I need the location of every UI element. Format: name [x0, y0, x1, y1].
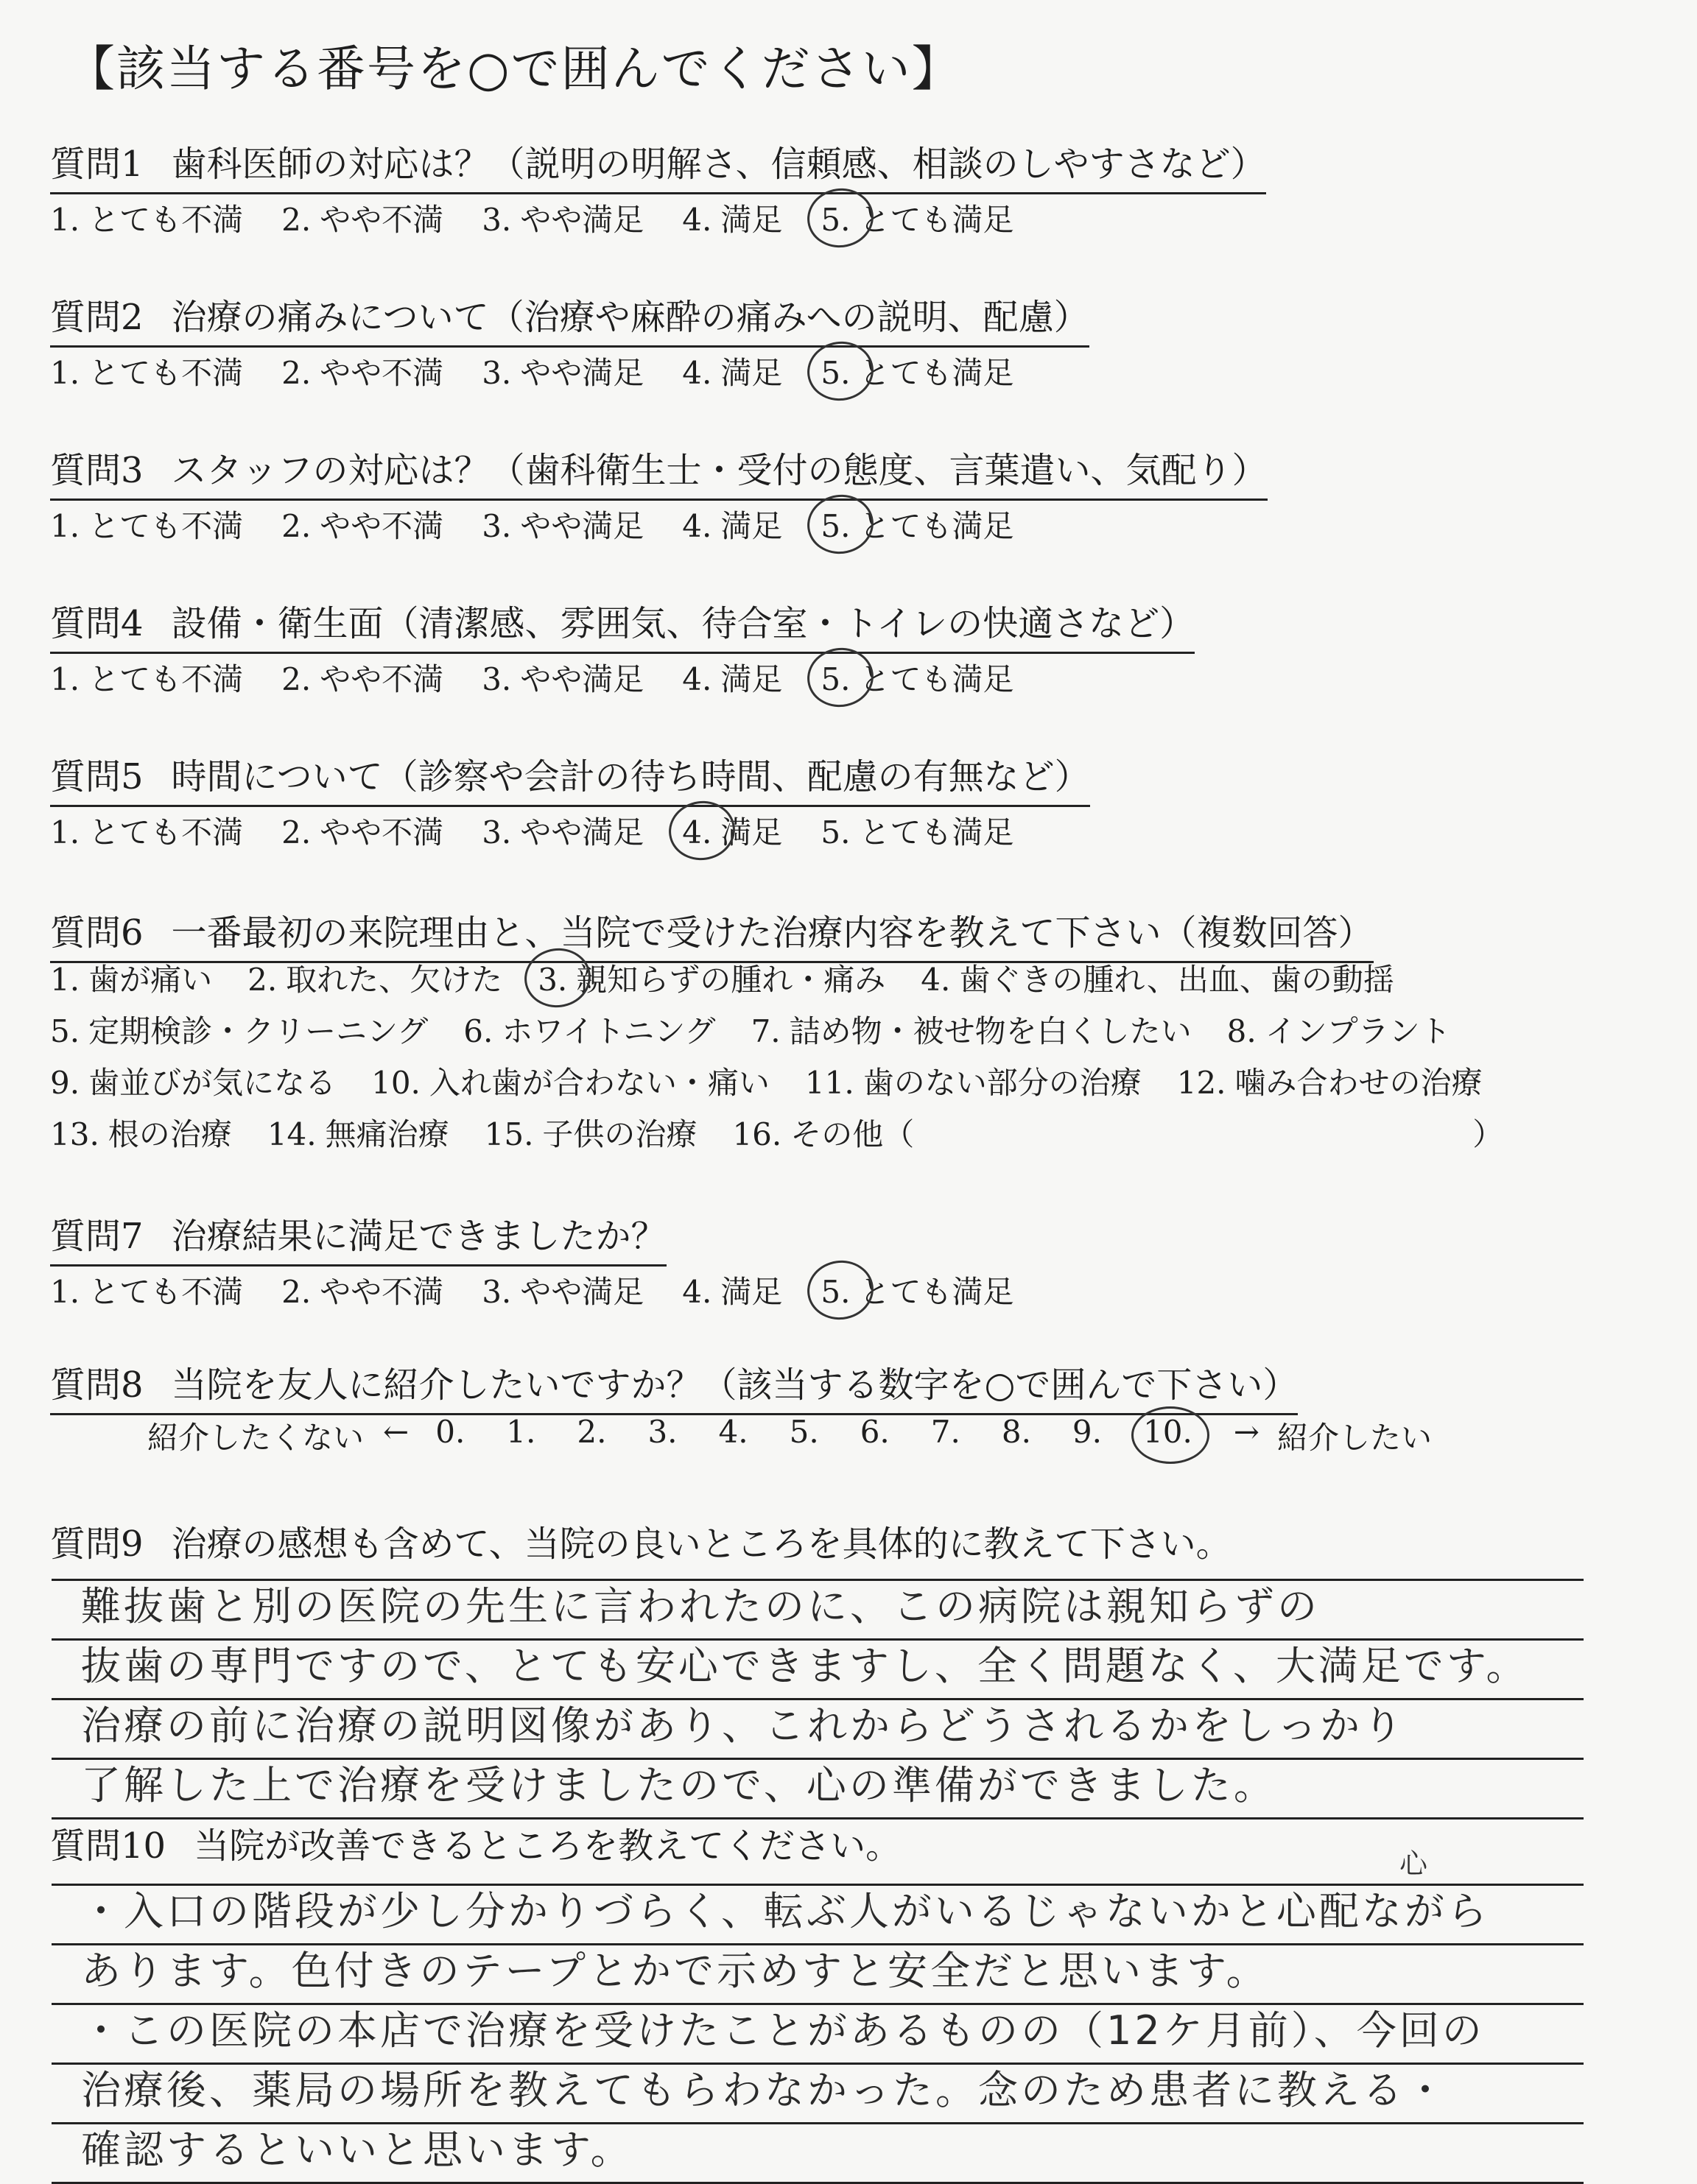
option-number: 2. — [247, 962, 278, 998]
scale-option-10[interactable]: 10. — [1143, 1414, 1192, 1458]
option-number: 4. — [682, 355, 712, 391]
question-number: 質問10 — [50, 1825, 166, 1867]
question-text: 歯科医師の対応は？（説明の明解さ、信頼感、相談のしやすさなど） — [171, 144, 1266, 185]
option-3[interactable] — [482, 1268, 644, 1312]
option-number: 3. — [482, 202, 512, 238]
answer-line: 治療の前に治療の説明図像があり、これからどうされるかをしっかり — [52, 1700, 1584, 1760]
question-3-title — [50, 442, 1268, 501]
question-text: 治療の痛みについて（治療や麻酔の痛みへの説明、配慮） — [171, 297, 1089, 338]
option-number: 3. — [482, 814, 512, 850]
option-label: とても満足 — [859, 814, 1014, 850]
option-label: やや満足 — [520, 355, 644, 391]
option-1[interactable] — [50, 1268, 243, 1312]
question-2-title — [50, 289, 1089, 348]
option-9[interactable] — [50, 1059, 336, 1110]
option-number: 4. — [682, 1274, 712, 1310]
option-number: 2. — [281, 508, 312, 544]
option-2[interactable] — [281, 349, 443, 393]
scale-option-0[interactable]: 0. — [435, 1414, 465, 1450]
option-label: 詰め物・被せ物を白くしたい — [789, 1013, 1192, 1049]
question-number: 質問7 — [50, 1216, 144, 1257]
answer-line: 抜歯の専門ですので、とても安心できますし、全く問題なく、大満足です。 — [52, 1641, 1584, 1700]
option-1[interactable] — [50, 349, 243, 393]
option-number: 6. — [463, 1013, 493, 1049]
option-11[interactable] — [805, 1059, 1142, 1110]
option-label: 満足 — [720, 508, 783, 544]
option-label: その他（ — [790, 1116, 915, 1152]
option-label: 歯のない部分の治療 — [862, 1065, 1142, 1101]
option-label: やや不満 — [320, 661, 444, 697]
option-label: とても不満 — [88, 508, 244, 544]
scale-option-4[interactable]: 4. — [718, 1414, 748, 1450]
option-3[interactable] — [482, 809, 644, 853]
question-text: 時間について（診察や会計の待ち時間、配慮の有無など） — [171, 756, 1090, 797]
question-9-answer[interactable] — [52, 1579, 1584, 1820]
question-8-title — [50, 1356, 1298, 1415]
option-label: 歯が痛い — [88, 962, 213, 998]
question-number: 質問6 — [50, 912, 144, 954]
answer-line: あります。色付きのテープとかで示めすと安全だと思います。 — [52, 1945, 1584, 2005]
option-label: とても不満 — [88, 814, 244, 850]
question-3-options — [50, 502, 1052, 546]
option-number: 5. — [821, 814, 851, 850]
option-label: 満足 — [720, 1274, 783, 1310]
option-label: やや不満 — [320, 508, 444, 544]
option-15[interactable] — [485, 1110, 698, 1162]
option-3[interactable] — [482, 196, 644, 240]
question-number: 質問9 — [50, 1523, 144, 1565]
option-label: とても不満 — [88, 202, 244, 238]
recommend-scale — [147, 1414, 1450, 1458]
option-number: 7. — [751, 1013, 781, 1049]
answer-line: ・入口の階段が少し分かりづらく、転ぶ人がいるじゃないかと心配ながら — [52, 1884, 1584, 1945]
option-3[interactable] — [482, 655, 644, 700]
question-text: スタッフの対応は？（歯科衛生士・受付の態度、言葉遣い、気配り） — [171, 450, 1268, 491]
question-text: 一番最初の来院理由と、当院で受けた治療内容を教えて下さい（複数回答） — [171, 912, 1374, 954]
option-2[interactable] — [247, 956, 502, 1007]
scale-left-label: 紹介したくない — [147, 1420, 365, 1456]
option-1[interactable] — [50, 196, 243, 240]
question-7-options — [50, 1268, 1052, 1312]
option-label: とても不満 — [88, 1274, 244, 1310]
option-number: 4. — [682, 508, 712, 544]
answer-line: 難抜歯と別の医院の先生に言われたのに、この病院は親知らずの — [52, 1579, 1584, 1641]
option-label: とても満足 — [859, 661, 1014, 697]
question-number: 質問3 — [50, 450, 144, 491]
option-label: 無痛治療 — [325, 1116, 449, 1152]
option-label: とても満足 — [859, 202, 1014, 238]
scale-option-9[interactable]: 9. — [1072, 1414, 1102, 1450]
scale-option-7[interactable]: 7. — [930, 1414, 960, 1450]
option-number: 1. — [50, 1274, 80, 1310]
option-number: 16. — [732, 1116, 782, 1152]
option-number: 3. — [482, 355, 512, 391]
option-label: 満足 — [720, 814, 783, 850]
option-number: 5. — [821, 202, 851, 238]
option-label: やや満足 — [520, 661, 644, 697]
option-label: とても満足 — [859, 1274, 1014, 1310]
option-14[interactable] — [267, 1110, 449, 1162]
option-number: 15. — [484, 1116, 534, 1152]
option-number: 9. — [50, 1065, 80, 1101]
option-number: 2. — [281, 202, 312, 238]
answer-line: 治療後、薬局の場所を教えてもらわなかった。念のため患者に教える・ — [52, 2065, 1584, 2124]
option-number: 5. — [821, 508, 851, 544]
question-number: 質問1 — [50, 144, 144, 185]
option-number: 5. — [50, 1013, 80, 1049]
option-number: 4. — [682, 661, 712, 697]
option-label: やや満足 — [520, 1274, 644, 1310]
question-text: 治療結果に満足できましたか？ — [171, 1216, 667, 1257]
question-text: 設備・衛生面（清潔感、雰囲気、待合室・トイレの快適さなど） — [171, 603, 1195, 644]
option-1[interactable] — [50, 809, 243, 853]
options-row — [50, 1110, 1518, 1162]
option-number: 8. — [1226, 1013, 1257, 1049]
options-row — [50, 956, 1518, 1007]
option-4[interactable] — [682, 349, 782, 393]
option-label: 根の治療 — [108, 1116, 232, 1152]
option-number: 5. — [821, 355, 851, 391]
option-label: ホワイトニング — [502, 1013, 716, 1049]
question-4-options — [50, 655, 1052, 700]
option-number: 1. — [50, 202, 80, 238]
option-label: やや不満 — [320, 202, 444, 238]
question-5-options — [50, 809, 1052, 853]
left-arrow-icon: ← — [383, 1414, 410, 1450]
option-7[interactable] — [751, 1007, 1192, 1059]
option-label: 子供の治療 — [542, 1116, 698, 1152]
question-10-title — [50, 1817, 901, 1874]
option-number: 3. — [482, 508, 512, 544]
option-number: 5. — [821, 1274, 851, 1310]
question-4-title — [50, 595, 1195, 654]
question-6-options — [50, 956, 1518, 1162]
question-6-title — [50, 904, 1374, 963]
answer-line: ・この医院の本店で治療を受けたことがあるものの（12ケ月前）、今回の — [52, 2005, 1584, 2065]
option-4[interactable] — [682, 196, 782, 240]
scale-option-8[interactable]: 8. — [1001, 1414, 1031, 1450]
option-13[interactable] — [50, 1110, 232, 1162]
question-7-title — [50, 1208, 667, 1267]
option-number: 4. — [921, 962, 951, 998]
option-2[interactable] — [281, 502, 443, 546]
page-header: 【該当する番号を○で囲んでください】 — [66, 40, 962, 97]
options-row — [50, 1059, 1518, 1110]
option-3[interactable] — [538, 956, 885, 1007]
option-label: 歯並びが気になる — [88, 1065, 337, 1101]
option-5[interactable] — [821, 349, 1013, 393]
option-3[interactable] — [482, 349, 644, 393]
option-2[interactable] — [281, 655, 443, 700]
option-label: とても不満 — [88, 355, 244, 391]
option-number: 1. — [50, 355, 80, 391]
option-label: とても満足 — [859, 355, 1014, 391]
option-label: やや不満 — [320, 1274, 444, 1310]
option-label: やや満足 — [520, 508, 644, 544]
option-number: 14. — [267, 1116, 317, 1152]
option-number: 3. — [482, 661, 512, 697]
question-5-title — [50, 748, 1090, 807]
option-12[interactable] — [1177, 1059, 1483, 1110]
option-label: やや満足 — [520, 814, 644, 850]
option-4[interactable] — [682, 1268, 782, 1312]
option-number: 4. — [682, 814, 712, 850]
option-number: 5. — [821, 661, 851, 697]
option-label: 定期検診・クリーニング — [88, 1013, 429, 1049]
option-label: 満足 — [720, 355, 783, 391]
option-number: 12. — [1176, 1065, 1226, 1101]
option-label: 親知らずの腫れ・痛み — [576, 962, 886, 998]
option-number: 3. — [482, 1274, 512, 1310]
option-4[interactable] — [682, 502, 782, 546]
question-2-options — [50, 349, 1052, 393]
option-label: やや満足 — [520, 202, 644, 238]
question-number: 質問8 — [50, 1364, 144, 1406]
option-5[interactable] — [50, 1007, 428, 1059]
scale-right-label: 紹介したい — [1277, 1420, 1433, 1456]
option-2[interactable] — [281, 1268, 443, 1312]
option-4[interactable] — [682, 655, 782, 700]
option-number: 2. — [281, 355, 312, 391]
answer-line: 了解した上で治療を受けましたので、心の準備ができました。 — [52, 1760, 1584, 1820]
scale-option-2[interactable]: 2. — [577, 1414, 607, 1450]
option-1[interactable] — [50, 655, 243, 700]
question-text: 当院が改善できるところを教えてください。 — [194, 1825, 902, 1867]
option-6[interactable] — [463, 1007, 715, 1059]
option-label: 入れ歯が合わない・痛い — [429, 1065, 770, 1101]
option-4[interactable] — [682, 809, 782, 853]
scale-option-3[interactable]: 3. — [647, 1414, 678, 1450]
answer-line: 確認するといいと思います。 — [52, 2124, 1584, 2184]
option-number: 4. — [682, 202, 712, 238]
question-1-options — [50, 196, 1052, 240]
option-label: 満足 — [720, 661, 783, 697]
options-row — [50, 1007, 1518, 1059]
option-5[interactable] — [821, 655, 1013, 700]
option-5[interactable] — [821, 196, 1013, 240]
question-text: 当院を友人に紹介したいですか？（該当する数字を○で囲んで下さい） — [171, 1364, 1299, 1406]
option-8[interactable] — [1227, 1007, 1451, 1059]
option-number: 2. — [281, 661, 312, 697]
option-label: 取れた、欠けた — [286, 962, 503, 998]
option-2[interactable] — [281, 196, 443, 240]
option-1[interactable] — [50, 956, 212, 1007]
scale-option-1[interactable]: 1. — [506, 1414, 536, 1450]
option-number: 3. — [538, 962, 568, 998]
option-label: インプラント — [1265, 1013, 1451, 1049]
question-9-title — [50, 1515, 1232, 1572]
question-number: 質問4 — [50, 603, 144, 644]
option-2[interactable] — [281, 809, 443, 853]
option-4[interactable] — [921, 956, 1394, 1007]
close-paren: ） — [1472, 1116, 1504, 1152]
option-label: 歯ぐきの腫れ、出血、歯の動揺 — [959, 962, 1394, 998]
right-arrow-icon: → — [1233, 1414, 1259, 1450]
handwritten-note: 心 — [1399, 1847, 1428, 1880]
option-number: 1. — [50, 508, 80, 544]
option-3[interactable] — [482, 502, 644, 546]
question-number: 質問2 — [50, 297, 144, 338]
option-5[interactable] — [821, 1268, 1013, 1312]
option-number: 11. — [804, 1065, 854, 1101]
option-10[interactable] — [371, 1059, 770, 1110]
scale-option-6[interactable]: 6. — [860, 1414, 890, 1450]
option-label: とても不満 — [88, 661, 244, 697]
option-number: 1. — [50, 814, 80, 850]
question-1-title — [50, 135, 1266, 194]
option-5[interactable] — [821, 809, 1013, 853]
option-label: やや不満 — [320, 814, 444, 850]
option-label: 満足 — [720, 202, 783, 238]
option-number: 2. — [281, 1274, 312, 1310]
question-text: 治療の感想も含めて、当院の良いところを具体的に教えて下さい。 — [171, 1523, 1232, 1565]
option-label: やや不満 — [320, 355, 444, 391]
option-number: 1. — [50, 962, 80, 998]
option-number: 2. — [281, 814, 312, 850]
option-5[interactable] — [821, 502, 1013, 546]
option-1[interactable] — [50, 502, 243, 546]
question-10-answer[interactable] — [52, 1884, 1584, 2184]
option-label: 噛み合わせの治療 — [1234, 1065, 1483, 1101]
option-label: とても満足 — [859, 508, 1014, 544]
option-number: 13. — [50, 1116, 99, 1152]
option-number: 10. — [371, 1065, 421, 1101]
scale-option-5[interactable]: 5. — [789, 1414, 819, 1450]
question-number: 質問5 — [50, 756, 144, 797]
option-number: 1. — [50, 661, 80, 697]
option-16[interactable] — [732, 1110, 914, 1162]
